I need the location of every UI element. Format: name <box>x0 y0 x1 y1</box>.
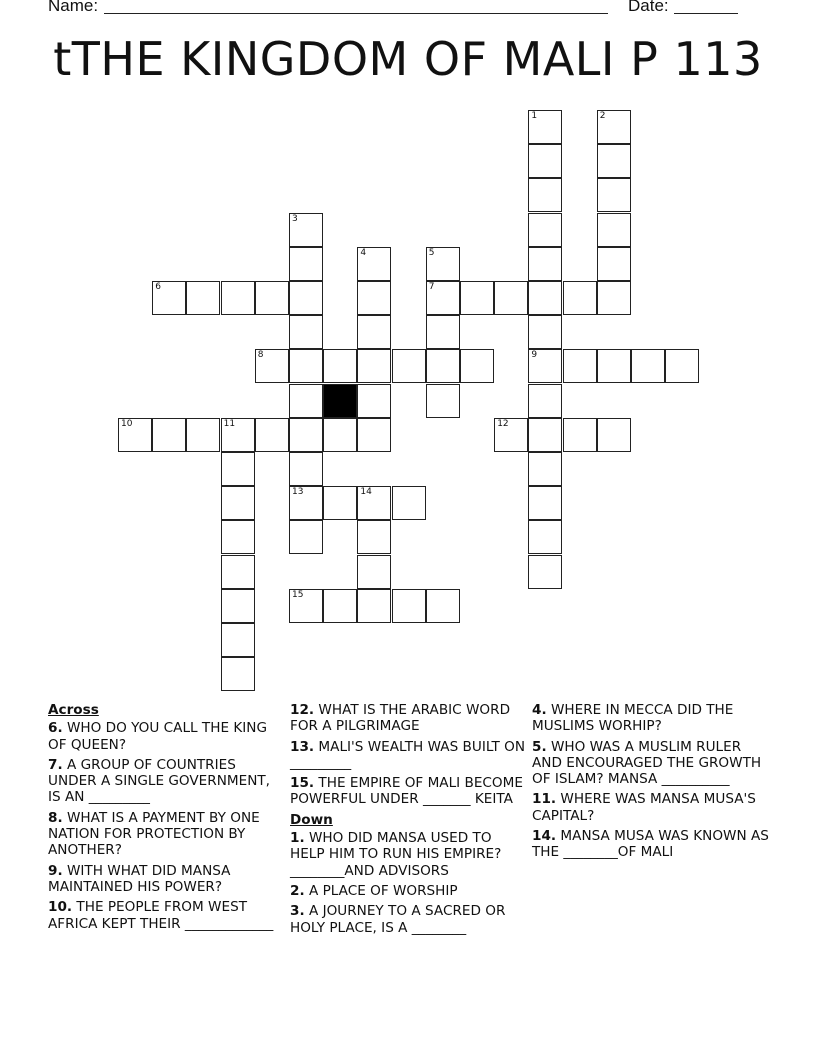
date-label: Date: <box>628 0 669 15</box>
crossword-cell[interactable] <box>186 281 220 315</box>
crossword-cell[interactable] <box>597 110 631 144</box>
crossword-cell[interactable] <box>528 281 562 315</box>
clues-column-2 <box>290 702 526 940</box>
across-heading: Across <box>48 702 99 718</box>
crossword-cell[interactable] <box>323 418 357 452</box>
cell-number: 11 <box>223 418 236 429</box>
clue-across-7 <box>48 757 284 806</box>
crossword-cell[interactable] <box>289 213 323 247</box>
crossword-cell[interactable] <box>289 384 323 418</box>
crossword-cell[interactable] <box>528 486 562 520</box>
clue-across-13 <box>290 739 526 772</box>
clue-down-5 <box>532 739 772 788</box>
crossword-cell[interactable] <box>221 452 255 486</box>
cell-number: 4 <box>360 247 367 258</box>
crossword-cell[interactable] <box>392 349 426 383</box>
crossword-cell[interactable] <box>597 213 631 247</box>
crossword-cell[interactable] <box>528 213 562 247</box>
crossword-cell[interactable] <box>631 349 665 383</box>
crossword-cell[interactable] <box>289 281 323 315</box>
clue-text: WHO DID MANSA USED TO HELP HIM TO RUN HIS EMPIRE? ________AND ADVISORS <box>290 830 502 879</box>
crossword-cell[interactable] <box>528 315 562 349</box>
clue-number: 9. <box>48 862 63 879</box>
clue-number: 1. <box>290 830 305 847</box>
clue-number: 7. <box>48 756 63 773</box>
crossword-cell[interactable] <box>528 110 562 144</box>
clue-number: 8. <box>48 809 63 826</box>
crossword-cell[interactable] <box>563 281 597 315</box>
crossword-cell[interactable] <box>152 281 186 315</box>
crossword-cell[interactable] <box>563 418 597 452</box>
crossword-cell[interactable] <box>528 452 562 486</box>
clue-number: 2. <box>290 882 305 899</box>
crossword-cell[interactable] <box>426 247 460 281</box>
crossword-cell[interactable] <box>357 589 391 623</box>
clue-text: A JOURNEY TO A SACRED OR HOLY PLACE, IS A ________ <box>290 903 506 936</box>
clue-across-9 <box>48 863 284 896</box>
crossword-cell[interactable] <box>597 418 631 452</box>
clue-across-8 <box>48 810 284 859</box>
crossword-cell[interactable] <box>221 555 255 589</box>
crossword-cell[interactable] <box>460 281 494 315</box>
crossword-cell[interactable] <box>460 349 494 383</box>
crossword-cell[interactable] <box>289 589 323 623</box>
crossword-cell[interactable] <box>221 657 255 691</box>
clue-text: THE PEOPLE FROM WEST AFRICA KEPT THEIR _____________ <box>48 899 274 932</box>
clue-down-14 <box>532 828 772 861</box>
crossword-cell[interactable] <box>255 281 289 315</box>
clue-text: A PLACE OF WORSHIP <box>308 882 458 899</box>
crossword-cell[interactable] <box>665 349 699 383</box>
crossword-cell[interactable] <box>221 281 255 315</box>
clue-down-11 <box>532 791 772 824</box>
crossword-cell[interactable] <box>221 486 255 520</box>
crossword-cell[interactable] <box>528 144 562 178</box>
crossword-cell[interactable] <box>289 247 323 281</box>
cell-number: 12 <box>497 418 509 429</box>
clue-number: 6. <box>48 720 63 737</box>
crossword-cell[interactable] <box>563 349 597 383</box>
crossword-cell[interactable] <box>528 520 562 554</box>
crossword-cell[interactable] <box>289 418 323 452</box>
crossword-cell[interactable] <box>597 281 631 315</box>
crossword-cell[interactable] <box>221 623 255 657</box>
clue-text: WHERE WAS MANSA MUSA'S CAPITAL? <box>532 791 756 824</box>
clue-text: WHERE IN MECCA DID THE MUSLIMS WORHIP? <box>532 702 734 735</box>
crossword-cell[interactable] <box>426 384 460 418</box>
crossword-cell[interactable] <box>152 418 186 452</box>
cell-number: 7 <box>428 282 435 292</box>
clue-text: WITH WHAT DID MANSA MAINTAINED HIS POWER? <box>48 862 231 895</box>
page-title: tTHE KINGDOM OF MALI P 113 <box>53 32 763 86</box>
clue-text: WHO DO YOU CALL THE KING OF QUEEN? <box>48 720 267 753</box>
cell-number: 10 <box>121 418 133 429</box>
crossword-cell[interactable] <box>597 349 631 383</box>
crossword-cell[interactable] <box>528 349 562 383</box>
black-square <box>323 384 357 418</box>
clue-down-2 <box>290 883 526 899</box>
crossword-cell[interactable] <box>357 315 391 349</box>
crossword-cell[interactable] <box>392 589 426 623</box>
down-heading: Down <box>290 811 333 828</box>
clue-across-6 <box>48 720 284 753</box>
crossword-cell[interactable] <box>289 315 323 349</box>
crossword-cell[interactable] <box>289 349 323 383</box>
crossword-cell[interactable] <box>357 247 391 281</box>
crossword-cell[interactable] <box>528 384 562 418</box>
clue-down-4 <box>532 702 772 735</box>
crossword-cell[interactable] <box>357 281 391 315</box>
clue-across-10 <box>48 899 284 932</box>
crossword-cell[interactable] <box>323 589 357 623</box>
clue-text: WHAT IS A PAYMENT BY ONE NATION FOR PROTECTION BY ANOTHER? <box>48 809 260 859</box>
clue-number: 15. <box>290 775 315 792</box>
crossword-cell[interactable] <box>357 520 391 554</box>
clue-across-12 <box>290 702 526 735</box>
crossword-cell[interactable] <box>426 315 460 349</box>
clue-number: 12. <box>290 702 315 718</box>
clue-number: 10. <box>48 899 73 916</box>
crossword-cell[interactable] <box>323 486 357 520</box>
crossword-cell[interactable] <box>289 486 323 520</box>
crossword-cell[interactable] <box>597 178 631 212</box>
crossword-cell[interactable] <box>323 349 357 383</box>
clue-number: 13. <box>290 738 315 755</box>
crossword-cell[interactable] <box>357 384 391 418</box>
clues-column-1 <box>48 702 284 936</box>
clue-number: 3. <box>290 903 305 920</box>
clue-number: 11. <box>532 791 557 808</box>
clue-text: A GROUP OF COUNTRIES UNDER A SINGLE GOVERNMENT, IS AN _________ <box>48 756 270 806</box>
crossword-cell[interactable] <box>597 144 631 178</box>
clue-text: MANSA MUSA WAS KNOWN AS THE ________OF MALI <box>532 828 769 861</box>
cell-number: 9 <box>531 350 538 361</box>
crossword-cell[interactable] <box>528 247 562 281</box>
cell-number: 1 <box>531 111 538 121</box>
crossword-cell[interactable] <box>357 418 391 452</box>
cell-number: 2 <box>599 111 606 121</box>
crossword-cell[interactable] <box>494 281 528 315</box>
clue-down-1 <box>290 830 526 879</box>
clue-text: WHAT IS THE ARABIC WORD FOR A PILGRIMAGE <box>290 702 511 735</box>
clue-number: 14. <box>532 828 557 845</box>
crossword-cell[interactable] <box>221 520 255 554</box>
crossword-cell[interactable] <box>528 178 562 212</box>
clue-text: WHO WAS A MUSLIM RULER AND ENCOURAGED THE GROWTH OF ISLAM? MANSA __________ <box>532 738 762 788</box>
clue-text: THE EMPIRE OF MALI BECOME POWERFUL UNDER _______ KEITA <box>290 775 523 808</box>
crossword-cell[interactable] <box>528 418 562 452</box>
name-label: Name: <box>48 0 99 15</box>
cell-number: 5 <box>428 247 435 258</box>
crossword-cell[interactable] <box>186 418 220 452</box>
cell-number: 6 <box>155 282 161 292</box>
crossword-cell[interactable] <box>289 520 323 554</box>
clue-down-3 <box>290 903 526 936</box>
crossword-cell[interactable] <box>289 452 323 486</box>
crossword-cell[interactable] <box>528 555 562 589</box>
crossword-cell[interactable] <box>221 589 255 623</box>
crossword-cell[interactable] <box>392 486 426 520</box>
cell-number: 13 <box>292 487 304 498</box>
cell-number: 8 <box>257 350 264 361</box>
crossword-cell[interactable] <box>597 247 631 281</box>
cell-number: 15 <box>292 589 304 600</box>
crossword-cell[interactable] <box>255 349 289 383</box>
clue-across-15 <box>290 775 526 808</box>
clue-number: 5. <box>532 738 547 755</box>
crossword-cell[interactable] <box>494 418 528 452</box>
clue-text: MALI'S WEALTH WAS BUILT ON _________ <box>290 738 526 771</box>
crossword-cell[interactable] <box>118 418 152 452</box>
crossword-cell[interactable] <box>357 555 391 589</box>
crossword-cell[interactable] <box>221 418 255 452</box>
cell-number: 14 <box>360 487 372 498</box>
crossword-cell[interactable] <box>357 486 391 520</box>
crossword-cell[interactable] <box>426 589 460 623</box>
crossword-cell[interactable] <box>426 349 460 383</box>
crossword-cell[interactable] <box>255 418 289 452</box>
crossword-cell[interactable] <box>357 349 391 383</box>
clues-column-3 <box>532 702 772 865</box>
crossword-cell[interactable] <box>426 281 460 315</box>
cell-number: 3 <box>292 213 298 224</box>
clue-number: 4. <box>532 702 547 718</box>
